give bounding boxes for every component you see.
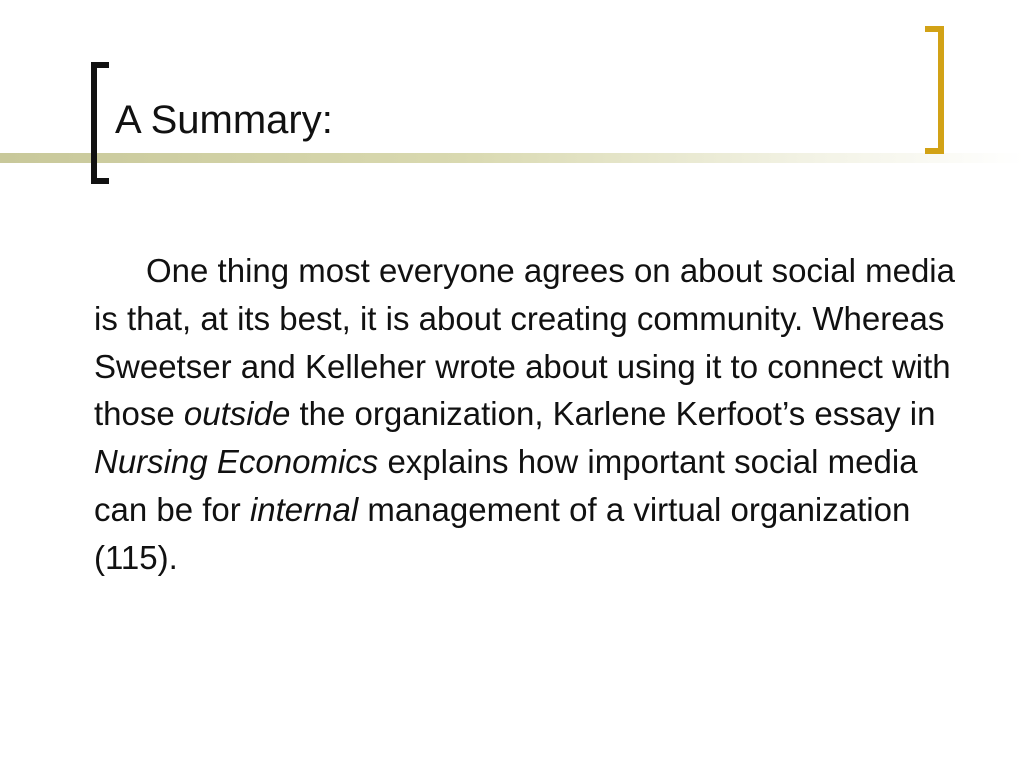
- left-bracket-decoration: [91, 62, 109, 184]
- body-text-2: the organization, Karlene Kerfoot’s essay in: [290, 395, 936, 433]
- slide-title: A Summary:: [115, 98, 333, 142]
- body-paragraph: [94, 247, 974, 582]
- emphasis-outside: outside: [183, 395, 291, 433]
- title-underline-bar: [0, 153, 1024, 163]
- body-text-1: One thing most everyone agrees on about social media is that, at its best, it is about creating community. Whereas Sweetser and Kelleher wrote about using it to connect with those: [94, 252, 955, 433]
- body-text-4: management of a virtual organization (115).: [94, 490, 911, 576]
- right-bracket-decoration: [925, 26, 944, 154]
- body-text-3: explains how important social media can be for: [94, 443, 918, 528]
- emphasis-internal: internal: [249, 490, 359, 528]
- journal-title: Nursing Economics: [94, 443, 379, 481]
